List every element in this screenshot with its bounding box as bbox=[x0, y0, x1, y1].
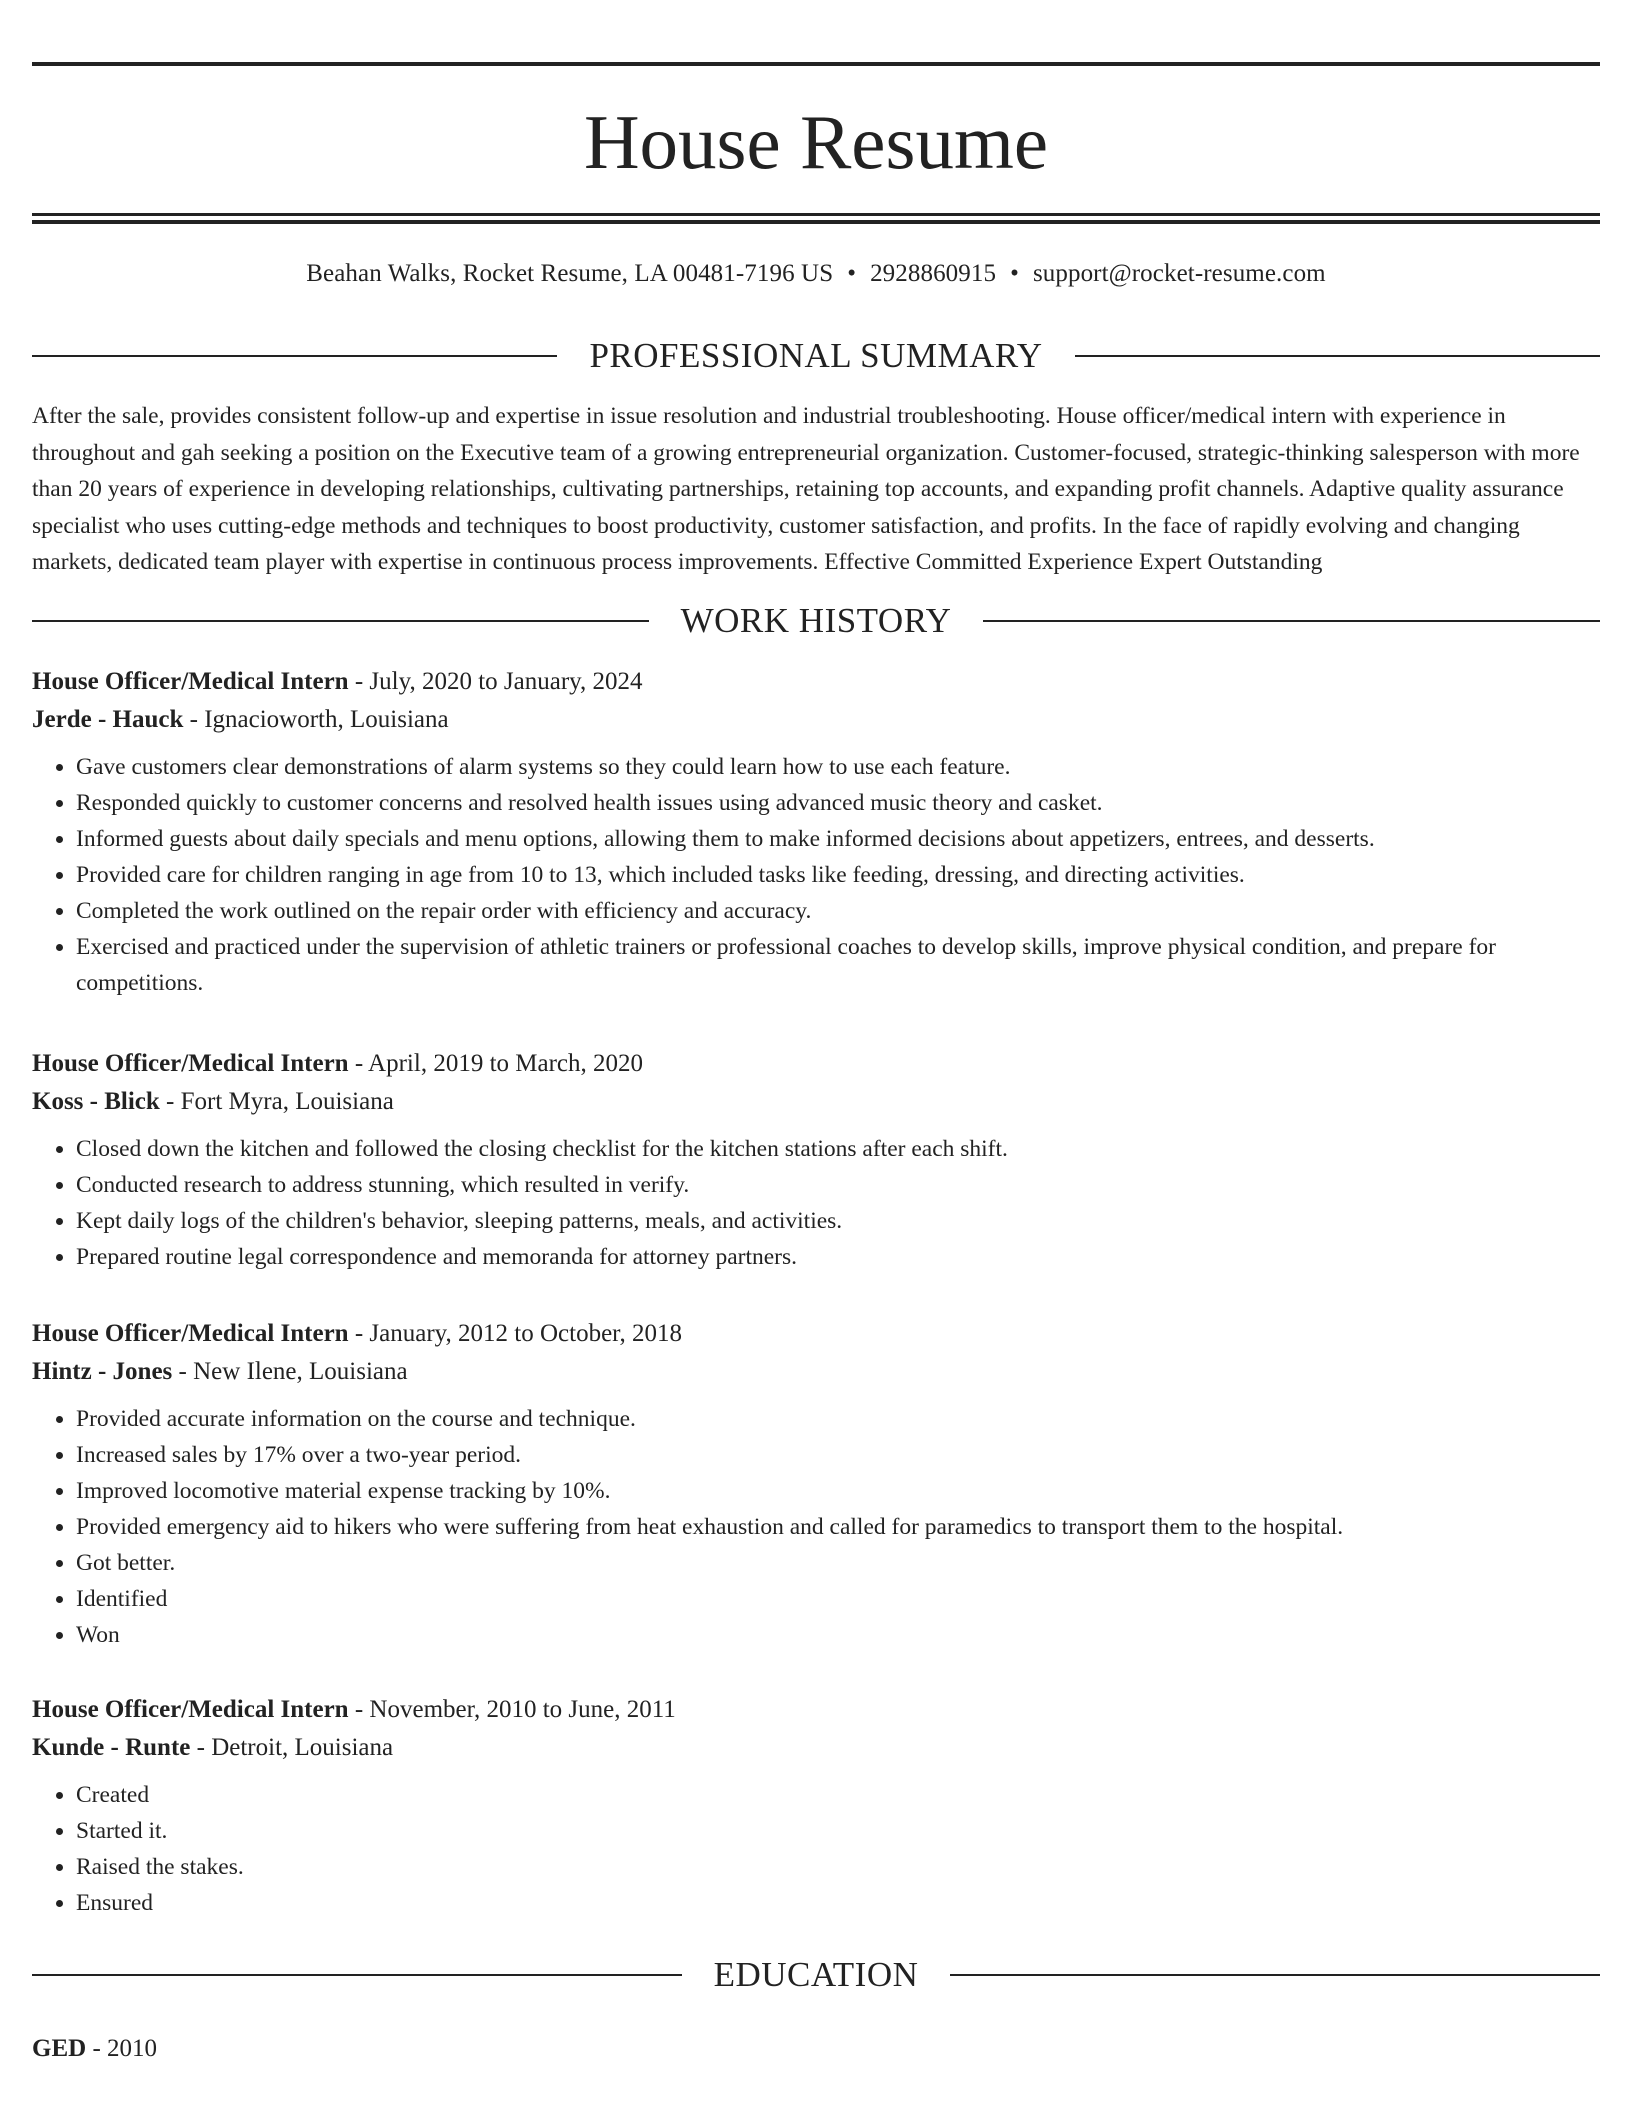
job-dates: January, 2012 to October, 2018 bbox=[369, 1319, 683, 1347]
resume-title: House Resume bbox=[583, 99, 1049, 185]
job-location: New Ilene, Louisiana bbox=[193, 1357, 408, 1385]
education-dash: - bbox=[86, 2034, 108, 2062]
heading-rule-right bbox=[983, 620, 1600, 622]
job-title-line bbox=[32, 1315, 1600, 1353]
job-company-line bbox=[32, 701, 1600, 739]
education-entry bbox=[32, 2035, 1600, 2063]
job-duty-item: • Gave customers clear demonstrations of alarm systems so they could learn how to use each feature. bbox=[76, 749, 1600, 785]
job-location: Detroit, Louisiana bbox=[211, 1733, 394, 1761]
job-title: House Officer/Medical Intern bbox=[32, 1049, 349, 1077]
job-dash: - bbox=[183, 705, 205, 733]
heading-rule-right bbox=[1075, 355, 1600, 357]
job-title: House Officer/Medical Intern bbox=[32, 1695, 349, 1723]
contact-line bbox=[32, 260, 1600, 288]
job-dash: - bbox=[348, 667, 370, 695]
summary-text: After the sale, provides consistent follow-up and expertise in issue resolution and industrial troubleshooting. House officer/medical intern with experience in throughout and gah seeking a position on the Executive team of a growing entrepreneurial organization. Customer-focused, strategic-thinking salesperson with more than 20 years of experience in developing relationships, cultivating partnerships, retaining top accounts, and expanding profit channels. Adaptive quality assurance specialist who uses cutting-edge methods and techniques to boost productivity, customer satisfaction, and profits. In the face of rapidly evolving and changing markets, dedicated team player with expertise in continuous process improvements. Effective Committed Experience Expert Outstanding bbox=[32, 403, 1580, 575]
job-duty-item: • Ensured bbox=[76, 1885, 1600, 1921]
job-duty-item: • Conducted research to address stunning, which resulted in verify. bbox=[76, 1167, 1600, 1203]
heading-rule-left bbox=[32, 1974, 682, 1976]
job-company-line bbox=[32, 1083, 1600, 1121]
education-heading-label: EDUCATION bbox=[713, 1954, 919, 1994]
job-duty-item: • Created bbox=[76, 1777, 1600, 1813]
job-dash: - bbox=[190, 1733, 212, 1761]
work-section-heading bbox=[32, 601, 1600, 641]
job-duties-list bbox=[32, 1401, 1600, 1653]
summary-heading-label: PROFESSIONAL SUMMARY bbox=[589, 336, 1043, 375]
job-title-line bbox=[32, 1691, 1600, 1729]
heading-rule-right bbox=[950, 1974, 1600, 1976]
job-duty-item: • Responded quickly to customer concerns and resolved health issues using advanced music theory and casket. bbox=[76, 785, 1600, 821]
heading-rule-left bbox=[32, 620, 649, 622]
resume-page bbox=[32, 0, 1600, 2063]
contact-separator: • bbox=[847, 260, 857, 287]
contact-separator: • bbox=[1010, 260, 1019, 287]
job-dash: - bbox=[159, 1087, 181, 1115]
job-duties-list bbox=[32, 749, 1600, 1001]
job-duty-item: • Got better. bbox=[76, 1545, 1600, 1581]
job-company: Jerde - Hauck bbox=[32, 705, 184, 733]
education-year: 2010 bbox=[107, 2034, 158, 2062]
job-dash: - bbox=[348, 1695, 370, 1723]
job-entry bbox=[32, 1315, 1600, 1653]
job-duty-item: • Provided care for children ranging in age from 10 to 13, which included tasks like feeding, dressing, and directing activities. bbox=[76, 857, 1600, 893]
job-location: Ignacioworth, Louisiana bbox=[204, 705, 449, 733]
job-duty-item: • Raised the stakes. bbox=[76, 1849, 1600, 1885]
job-duty-item: • Informed guests about daily specials and menu options, allowing them to make informed decisions about appetizers, entrees, and desserts. bbox=[76, 821, 1600, 857]
work-history-list bbox=[32, 663, 1600, 1921]
contact-email: support@rocket-resume.com bbox=[1032, 260, 1326, 287]
job-title: House Officer/Medical Intern bbox=[32, 667, 349, 695]
job-duty-item: • Started it. bbox=[76, 1813, 1600, 1849]
job-duty-item: • Kept daily logs of the children's behavior, sleeping patterns, meals, and activities. bbox=[76, 1203, 1600, 1239]
job-title: House Officer/Medical Intern bbox=[32, 1319, 349, 1347]
contact-phone: 2928860915 bbox=[870, 260, 997, 287]
title-double-rule bbox=[32, 213, 1600, 224]
job-company: Hintz - Jones bbox=[32, 1357, 173, 1385]
job-duty-item: • Prepared routine legal correspondence and memoranda for attorney partners. bbox=[76, 1239, 1600, 1275]
job-duty-item: • Increased sales by 17% over a two-year period. bbox=[76, 1437, 1600, 1473]
job-duty-item: • Identified bbox=[76, 1581, 1600, 1617]
contact-address: Beahan Walks, Rocket Resume, LA 00481-7196 US bbox=[306, 260, 834, 287]
job-entry bbox=[32, 1691, 1600, 1921]
job-title-line bbox=[32, 663, 1600, 701]
work-heading-label: WORK HISTORY bbox=[680, 600, 952, 640]
top-rule bbox=[32, 62, 1600, 66]
job-dates: April, 2019 to March, 2020 bbox=[368, 1049, 644, 1077]
job-dates: November, 2010 to June, 2011 bbox=[369, 1695, 676, 1723]
job-company-line bbox=[32, 1353, 1600, 1391]
job-dash: - bbox=[172, 1357, 194, 1385]
job-duty-item: • Exercised and practiced under the supervision of athletic trainers or professional coaches to develop skills, improve physical condition, and prepare for competitions. bbox=[76, 929, 1600, 1001]
job-location: Fort Myra, Louisiana bbox=[180, 1087, 394, 1115]
heading-rule-left bbox=[32, 355, 557, 357]
job-dates: July, 2020 to January, 2024 bbox=[369, 667, 643, 695]
job-duties-list bbox=[32, 1777, 1600, 1921]
job-duty-item: • Provided accurate information on the course and technique. bbox=[76, 1401, 1600, 1437]
job-duty-item: • Provided emergency aid to hikers who were suffering from heat exhaustion and called for paramedics to transport them to the hospital. bbox=[76, 1509, 1600, 1545]
job-company-line bbox=[32, 1729, 1600, 1767]
education-section-heading bbox=[32, 1955, 1600, 1995]
job-company: Kunde - Runte bbox=[32, 1733, 191, 1761]
summary-section-heading bbox=[32, 336, 1600, 376]
job-duty-item: • Won bbox=[76, 1617, 1600, 1653]
job-entry bbox=[32, 1045, 1600, 1275]
job-duty-item: • Completed the work outlined on the repair order with efficiency and accuracy. bbox=[76, 893, 1600, 929]
job-duty-item: • Closed down the kitchen and followed the closing checklist for the kitchen stations after each shift. bbox=[76, 1131, 1600, 1167]
job-entry bbox=[32, 663, 1600, 1001]
job-title-line bbox=[32, 1045, 1600, 1083]
job-duties-list bbox=[32, 1131, 1600, 1275]
job-duty-item: • Improved locomotive material expense tracking by 10%. bbox=[76, 1473, 1600, 1509]
job-dash: - bbox=[348, 1049, 369, 1077]
education-degree: GED bbox=[32, 2034, 87, 2062]
job-company: Koss - Blick bbox=[32, 1087, 160, 1115]
job-dash: - bbox=[348, 1319, 370, 1347]
